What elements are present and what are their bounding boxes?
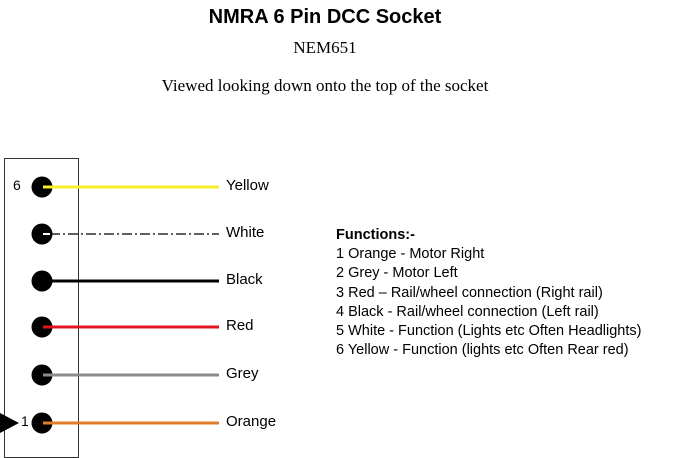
wire-label: Red bbox=[226, 317, 254, 334]
function-item: 6 Yellow - Function (lights etc Often Rear red) bbox=[336, 342, 629, 359]
functions-heading: Functions:- bbox=[336, 227, 415, 243]
function-item: 1 Orange - Motor Right bbox=[336, 246, 485, 263]
wire-label: White bbox=[226, 224, 265, 241]
wire-label: Grey bbox=[226, 365, 259, 382]
functions-list bbox=[336, 226, 641, 360]
pin-number: 1 bbox=[21, 413, 29, 429]
function-item: 5 White - Function (Lights etc Often Headlights) bbox=[336, 323, 642, 340]
function-item: 2 Grey - Motor Left bbox=[336, 265, 458, 282]
pin1-marker-arrow-icon bbox=[0, 413, 19, 433]
wire-label: Black bbox=[226, 271, 263, 288]
function-item: 4 Black - Rail/wheel connection (Left rail) bbox=[336, 303, 599, 320]
standard-label: NEM651 bbox=[293, 38, 357, 57]
pin-number: 6 bbox=[13, 177, 21, 193]
wire-label: Orange bbox=[226, 413, 277, 430]
diagram-title: NMRA 6 Pin DCC Socket bbox=[208, 6, 442, 28]
wire-label: Yellow bbox=[226, 177, 269, 194]
view-subtitle: Viewed looking down onto the top of the socket bbox=[161, 76, 489, 95]
function-item: 3 Red – Rail/wheel connection (Right rail) bbox=[336, 284, 603, 301]
